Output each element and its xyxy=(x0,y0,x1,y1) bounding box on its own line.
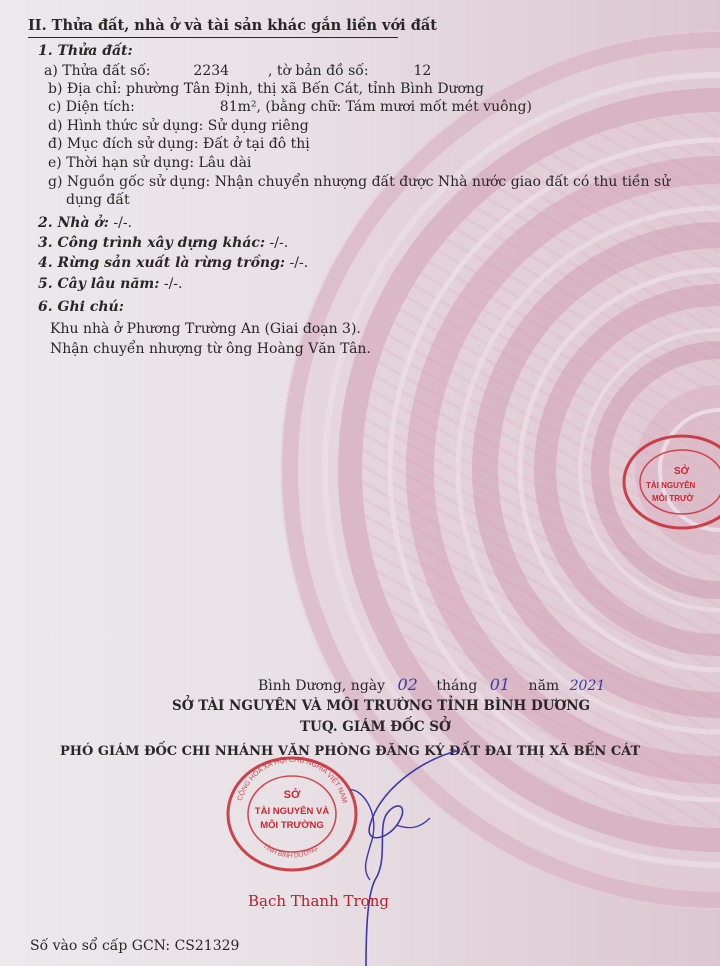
section-title-underline xyxy=(28,37,398,38)
planted-forest-value: -/-. xyxy=(289,255,309,271)
planted-forest-label: 4. Rừng sản xuất là rừng trồng: xyxy=(38,255,286,271)
section-title: II. Thửa đất, nhà ở và tài sản khác gắn liền với đất xyxy=(28,17,437,34)
parcel-heading: 1. Thửa đất: xyxy=(38,43,133,59)
usage-term: e) Thời hạn sử dụng: Lâu dài xyxy=(48,155,252,171)
authority-line-3: PHÓ GIÁM ĐỐC CHI NHÁNH VĂN PHÒNG ĐĂNG KÝ ĐẤT ĐAI THỊ XÃ BẾN CÁT xyxy=(60,744,641,759)
usage-purpose: đ) Mục đích sử dụng: Đất ở tại đô thị xyxy=(48,136,310,152)
date-month-label: tháng xyxy=(436,678,478,694)
other-construction-label: 3. Công trình xây dựng khác: xyxy=(38,235,266,251)
date-year: 2021 xyxy=(569,678,606,694)
other-construction-row xyxy=(38,234,288,252)
usage-origin-line1: g) Nguồn gốc sử dụng: Nhận chuyển nhượng đất được Nhà nước giao đất có thu tiền sử xyxy=(48,174,671,190)
perennial-trees-value: -/-. xyxy=(163,276,183,292)
parcel-number-label: a) Thửa đất số: xyxy=(44,63,151,79)
house-label: 2. Nhà ở: xyxy=(38,215,109,231)
note-line-1: Khu nhà ở Phương Trường An (Giai đoạn 3). xyxy=(50,321,361,337)
gcn-value: CS21329 xyxy=(174,938,240,954)
date-prefix: Bình Dương, ngày xyxy=(258,678,386,694)
stamp-line-1: SỞ xyxy=(283,789,301,801)
parcel-address: b) Địa chỉ: phường Tân Định, thị xã Bến Cát, tỉnh Bình Dương xyxy=(48,81,484,97)
edge-stamp-line-3: MÔI TRƯỜ xyxy=(652,494,694,503)
authority-line-1: SỞ TÀI NGUYÊN VÀ MÔI TRƯỜNG TỈNH BÌNH DƯƠNG xyxy=(172,698,591,714)
perennial-trees-row xyxy=(38,275,182,293)
parcel-number-value: 2234 xyxy=(193,63,230,79)
date-year-label: năm xyxy=(528,678,560,694)
date-month: 01 xyxy=(489,675,511,694)
usage-origin-line2: dụng đất xyxy=(66,192,130,208)
gcn-label: Số vào sổ cấp GCN: xyxy=(30,938,171,954)
stamp-line-2: TÀI NGUYÊN VÀ xyxy=(254,806,330,817)
parcel-area-value: 81m², (bằng chữ: Tám mươi mốt mét vuông) xyxy=(219,99,532,115)
parcel-area-row xyxy=(48,98,532,116)
note-line-2: Nhận chuyển nhượng từ ông Hoàng Văn Tân. xyxy=(50,341,371,357)
other-construction-value: -/-. xyxy=(269,235,289,251)
house-row xyxy=(38,214,132,232)
stamp-bottom-text: TỈNH BÌNH DƯƠNG xyxy=(261,842,320,860)
house-value: -/-. xyxy=(113,215,133,231)
perennial-trees-label: 5. Cây lâu năm: xyxy=(38,276,160,292)
handwritten-signature xyxy=(300,730,480,966)
edge-stamp-line-2: TÀI NGUYÊN xyxy=(646,481,696,490)
edge-stamp-line-1: SỞ xyxy=(674,466,690,477)
authority-line-2: TUQ. GIÁM ĐỐC SỞ xyxy=(300,719,451,735)
parcel-area-label: c) Diện tích: xyxy=(48,99,135,115)
stamp-ring-text: CỘNG HÒA XÃ HỘI CHỦ NGHĨA VIỆT NAM xyxy=(236,756,348,804)
map-sheet-value: 12 xyxy=(413,63,432,79)
gcn-number-row xyxy=(30,937,239,955)
planted-forest-row xyxy=(38,254,308,272)
issue-date-row xyxy=(258,676,605,695)
edge-red-stamp xyxy=(612,432,720,532)
date-day: 02 xyxy=(397,675,418,694)
map-sheet-label: , tờ bản đồ số: xyxy=(267,63,369,79)
notes-heading: 6. Ghi chú: xyxy=(38,299,124,315)
parcel-number-row xyxy=(44,62,431,80)
usage-form: d) Hình thức sử dụng: Sử dụng riêng xyxy=(48,118,309,134)
stamp-line-3: MÔI TRƯỜNG xyxy=(260,820,324,831)
signer-name: Bạch Thanh Trọng xyxy=(248,892,389,910)
